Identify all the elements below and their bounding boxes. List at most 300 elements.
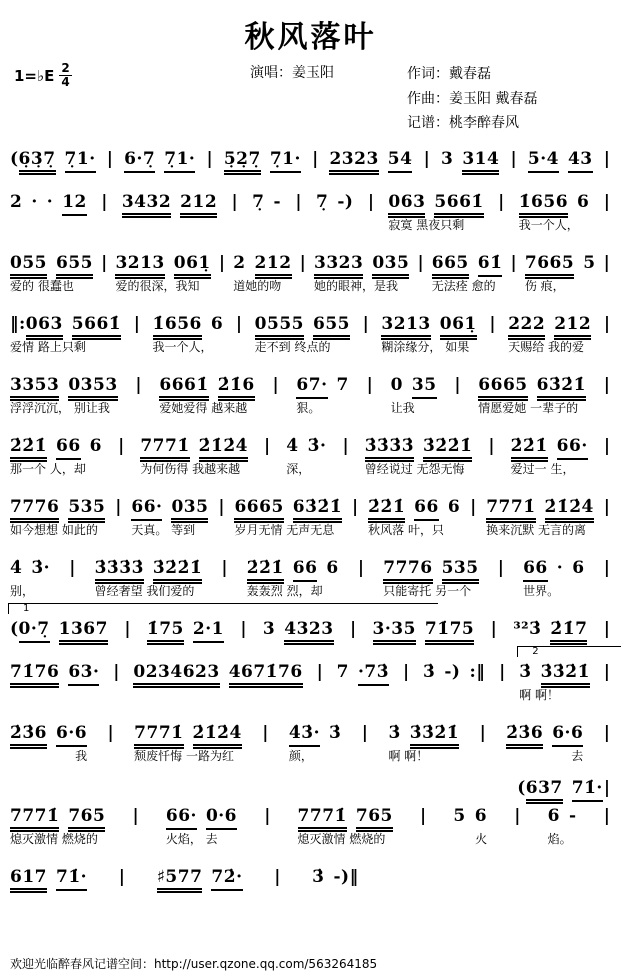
note-group — [10, 555, 22, 581]
note-digits: 5·4 — [528, 149, 559, 173]
note-digits: 6 — [547, 805, 560, 826]
lyric-text: 颓废忏悔 一路为红 — [134, 748, 234, 763]
measure — [381, 311, 476, 355]
note-group — [508, 311, 545, 337]
lyric-text: 爱的很深，我知 — [115, 278, 200, 293]
note-digits: 2̇1̇2̇4̇ — [545, 497, 594, 523]
note-digits: 6 — [474, 805, 488, 826]
note-group — [548, 803, 560, 829]
note-digits: 66 — [414, 497, 439, 521]
note-group — [519, 189, 568, 215]
notation-text — [391, 372, 437, 398]
footer-note: 欢迎光临醉春风记谱空间：http://user.qzone.qq.com/563264185 — [10, 957, 378, 971]
note-group — [252, 189, 264, 215]
lyric-text: 世界。 — [523, 583, 560, 598]
note-digits: 66· — [557, 436, 588, 460]
note-group — [211, 864, 242, 890]
note-group — [133, 659, 219, 685]
lyric-text: 爱情 路上只剩 — [10, 339, 86, 354]
note-group — [372, 250, 409, 276]
note-group — [147, 616, 184, 642]
notation-text — [234, 494, 342, 520]
note-digits: 7771̇ — [298, 806, 347, 832]
note-digits: 7̣ — [252, 191, 265, 212]
note-group — [153, 311, 202, 337]
note-digits: 66· — [166, 806, 197, 830]
note-digits: -)‖ — [333, 866, 359, 887]
key-label: 1=♭E — [14, 66, 55, 85]
measure — [166, 803, 237, 847]
note-group — [434, 189, 483, 215]
lyric-text: 走不到 终点的 — [254, 339, 331, 354]
notation-text — [337, 659, 389, 685]
note-digits: 71̇76 — [10, 662, 59, 688]
notation-text — [10, 372, 118, 398]
measure — [513, 616, 587, 642]
measure — [383, 555, 478, 599]
note-group — [284, 616, 333, 642]
note-group — [541, 659, 590, 685]
note-digits: 66 — [523, 558, 548, 582]
notation-text — [525, 250, 596, 276]
measure — [10, 433, 102, 477]
lyric-text: 啊 啊！ — [519, 687, 560, 702]
note-digits: 1̇656 — [153, 314, 202, 340]
note-group — [572, 555, 584, 581]
note-group — [293, 494, 342, 520]
barline: | — [133, 313, 140, 334]
measure — [286, 433, 326, 477]
notation-text — [10, 555, 50, 581]
note-digits: 035 — [171, 497, 208, 523]
note-digits: 3̇2̇2̇1̇ — [423, 436, 472, 462]
note-group — [255, 250, 292, 276]
notation-text — [134, 720, 242, 746]
notation-text — [523, 555, 584, 581]
measure — [252, 189, 281, 215]
notation-text — [508, 311, 591, 337]
note-group — [159, 372, 208, 398]
note-digits: 71̇· — [56, 867, 87, 891]
note-digits: 0·6 — [206, 806, 237, 830]
notation-text — [368, 494, 460, 520]
measure — [523, 555, 584, 599]
note-digits: 2̇3̇6 — [506, 723, 543, 749]
note-digits: - — [273, 191, 282, 212]
barline: | — [420, 805, 427, 826]
barline: | — [603, 557, 610, 578]
lyric-text: 狠。 — [296, 400, 321, 415]
barline: | — [603, 148, 610, 169]
notation-text — [10, 659, 99, 685]
note-digits: -) — [444, 661, 461, 682]
note-group — [333, 864, 358, 890]
lyric-text: 轰轰烈 烈，却 — [246, 583, 323, 598]
note-digits: 665 — [432, 253, 469, 279]
music-system — [10, 803, 611, 847]
note-group — [153, 555, 202, 581]
measure — [10, 803, 105, 847]
note-digits: 63· — [68, 662, 99, 686]
barline: | — [274, 866, 281, 887]
barline: | — [342, 435, 349, 456]
note-group — [365, 433, 414, 459]
note-digits: 1̇656 — [519, 192, 568, 218]
note-group — [337, 189, 353, 215]
barline: | — [240, 618, 247, 639]
lyric-text: 深， — [286, 461, 311, 476]
note-group — [410, 720, 459, 746]
notation-text — [166, 803, 237, 829]
note-group — [134, 720, 183, 746]
lyric-text: 如今想想 如此的 — [10, 522, 98, 537]
note-group — [68, 803, 105, 829]
note-digits: 6 — [577, 191, 590, 212]
measure — [153, 311, 224, 355]
note-group — [10, 494, 59, 520]
note-digits: · — [556, 557, 564, 578]
note-digits: 4̇ — [10, 557, 23, 578]
note-group — [412, 372, 437, 398]
note-group — [263, 616, 275, 642]
note-digits: 66 — [56, 436, 81, 460]
measure — [391, 372, 437, 416]
barline: | — [603, 661, 610, 682]
note-group — [247, 555, 284, 581]
notation-symbol: ‖: — [10, 313, 26, 334]
note-group — [381, 311, 430, 337]
note-group — [65, 146, 96, 172]
note-group — [229, 659, 303, 685]
barline: | — [312, 148, 319, 169]
note-digits: 3 — [262, 618, 276, 639]
measure — [388, 720, 459, 764]
notation-text — [10, 616, 108, 642]
lyric-text: 天真。 等到 — [131, 522, 196, 537]
note-group — [383, 555, 432, 581]
measure — [263, 616, 334, 642]
notation-symbol: :‖ — [469, 661, 486, 682]
notation-text — [10, 250, 93, 276]
barline: | — [221, 557, 228, 578]
notation-text — [147, 616, 224, 642]
note-group — [68, 372, 117, 398]
lyric-text: 只能寄托 另一个 — [383, 583, 472, 598]
notation-text — [10, 311, 121, 337]
note-digits: 3432 — [122, 192, 171, 218]
notation-text — [10, 720, 87, 746]
note-digits: 72̇· — [211, 867, 242, 891]
note-group — [554, 311, 591, 337]
barline: | — [231, 191, 238, 212]
note-group — [31, 189, 37, 215]
barline: | — [69, 557, 76, 578]
note-digits: 12 — [62, 192, 87, 216]
measure — [133, 659, 302, 685]
lyric-text: 爱的 很蠢也 — [10, 278, 74, 293]
note-digits: 7771̇ — [140, 436, 189, 462]
note-group — [62, 189, 87, 215]
note-digits: 2̇1̇6 — [218, 375, 255, 401]
note-group — [224, 146, 261, 172]
notation-text — [519, 189, 590, 215]
note-digits: 2323 — [329, 149, 378, 175]
note-digits: 7776 — [10, 497, 59, 523]
notation-text — [513, 616, 587, 642]
notation-text — [365, 433, 473, 459]
lyric-text: 熄灭激情 燃烧的 — [297, 831, 386, 846]
note-digits: 6665 — [478, 375, 527, 401]
notation-text — [298, 803, 393, 829]
notation-text — [383, 555, 478, 581]
notation-text — [432, 250, 503, 276]
note-group — [525, 250, 574, 276]
note-digits: 7771̇ — [10, 806, 59, 832]
lyric-text: 爱过一 生， — [510, 461, 575, 476]
barline: | — [107, 722, 114, 743]
note-digits: 71̇75 — [425, 619, 474, 645]
note-digits: 2̇1̇7 — [550, 619, 587, 645]
barline: | — [510, 252, 517, 273]
barline: | — [423, 148, 430, 169]
note-digits: 655 — [313, 314, 350, 340]
note-group — [462, 146, 499, 172]
note-digits: 3̇3̇3̇3̇ — [95, 558, 144, 584]
lyric-text: 换来沉默 无言的离 — [486, 522, 587, 537]
note-group — [206, 803, 237, 829]
barline: | — [316, 661, 323, 682]
note-digits: 4̇3̇· — [289, 723, 320, 747]
notation-text — [10, 433, 102, 459]
note-digits: 5661̇ — [434, 192, 483, 218]
note-digits: 6·6 — [56, 723, 87, 747]
note-digits: 66 — [293, 558, 318, 582]
note-digits: 3213 — [381, 314, 430, 340]
measure — [224, 146, 301, 172]
note-digits: 1367 — [59, 619, 108, 645]
notation-text — [296, 372, 348, 398]
lyric-text: 曾经奢望 我们爱的 — [94, 583, 195, 598]
notation-text — [10, 864, 87, 890]
note-group — [577, 189, 589, 215]
barline: | — [402, 661, 410, 682]
notation-symbol: ( — [517, 777, 526, 798]
song-title: 秋风落叶 — [244, 20, 377, 55]
note-digits: 6665 — [234, 497, 283, 523]
notation-text — [478, 372, 586, 398]
notation-text — [519, 659, 590, 685]
measure — [122, 189, 217, 215]
note-digits: 2̇2̇1̇ — [10, 436, 47, 462]
measure — [233, 250, 291, 294]
note-group — [10, 146, 56, 172]
note-digits: 3·35 — [373, 619, 416, 645]
barline: | — [264, 435, 271, 456]
note-digits: 3̇· — [307, 435, 327, 456]
measure — [157, 864, 243, 890]
note-group — [388, 189, 425, 215]
note-group — [528, 146, 559, 172]
note-group — [513, 616, 541, 642]
notation-text — [247, 555, 339, 581]
note-group — [218, 372, 255, 398]
volta-bracket: 2 — [517, 646, 621, 657]
measure — [134, 720, 242, 764]
lyricist-credit: 作词：戴春磊 — [407, 66, 491, 82]
music-system — [10, 433, 611, 477]
composer-credit: 作曲：姜玉阳 戴春磊 — [407, 90, 538, 107]
lyric-text: 我 — [75, 748, 88, 763]
lyric-text: 啊 啊！ — [388, 748, 429, 763]
notation-text — [381, 311, 476, 337]
barline: | — [264, 805, 271, 826]
barline: | — [488, 435, 495, 456]
lyric-text: 她的眼神，是我 — [313, 278, 398, 293]
barline: | — [295, 191, 302, 212]
note-group — [312, 864, 324, 890]
measure — [453, 803, 487, 847]
lyric-text: 糊涂缘分， 如果 — [381, 339, 470, 354]
note-group — [388, 146, 413, 172]
note-group — [68, 494, 105, 520]
measure — [115, 250, 210, 294]
lyric-text: 爱她爱得 越来越 — [159, 400, 248, 415]
note-group — [255, 311, 304, 337]
note-digits: 2̇3̇6 — [10, 723, 47, 749]
measure — [373, 616, 475, 642]
barline: | — [454, 374, 461, 395]
barline: | — [603, 805, 610, 826]
note-group — [358, 659, 389, 685]
barline: | — [352, 496, 359, 517]
notation-text — [133, 659, 302, 685]
measure — [10, 311, 121, 355]
notation-text — [289, 720, 341, 746]
note-digits: 3̇3̇2̇1̇ — [410, 723, 459, 749]
note-digits: 0234623 — [133, 662, 219, 688]
note-digits: 5 — [453, 805, 466, 826]
note-group — [337, 659, 349, 685]
lyric-text: 让我 — [390, 400, 415, 415]
notation-text — [441, 146, 499, 172]
note-digits: 765 — [356, 806, 393, 832]
lyric-text: 火焰， 去 — [165, 831, 218, 846]
barline: | — [499, 661, 506, 682]
barline: | — [357, 557, 365, 578]
note-group — [444, 659, 460, 685]
header-meta — [0, 58, 621, 136]
note-digits: 222 — [508, 314, 545, 340]
note-group — [506, 720, 543, 746]
note-group — [289, 720, 320, 746]
note-group — [10, 720, 47, 746]
measure — [441, 146, 499, 172]
note-digits: 4323 — [284, 619, 333, 645]
music-system — [461, 775, 611, 801]
barline: | — [106, 148, 113, 169]
barline: | — [118, 866, 125, 887]
note-group — [326, 555, 338, 581]
measure — [131, 494, 208, 538]
note-group — [550, 616, 587, 642]
measure — [124, 146, 195, 172]
music-system — [10, 494, 611, 538]
barline: | — [113, 661, 120, 682]
note-group — [469, 659, 485, 685]
note-group — [164, 146, 195, 172]
note-group — [140, 433, 189, 459]
note-group — [233, 250, 245, 276]
note-digits: 3̇· — [31, 557, 51, 578]
note-group — [423, 659, 435, 685]
notation-text — [157, 864, 243, 890]
note-group — [166, 803, 197, 829]
notation-text — [506, 720, 583, 746]
measure — [519, 645, 590, 703]
note-group — [519, 659, 531, 685]
measure — [10, 720, 87, 764]
measure — [528, 146, 593, 172]
notation-text — [224, 146, 301, 172]
credits-block — [407, 62, 607, 136]
barline: | — [603, 374, 610, 395]
note-group — [10, 616, 50, 642]
note-digits: 4̇ — [286, 435, 299, 456]
note-digits: 212 — [255, 253, 292, 279]
notation-text — [263, 616, 334, 642]
notation-text — [233, 250, 291, 276]
measure — [432, 250, 503, 294]
barline: | — [132, 805, 139, 826]
note-digits: 7̣ — [316, 191, 329, 212]
measure — [337, 659, 389, 685]
note-digits: 061̣ — [174, 253, 211, 279]
note-group — [425, 616, 474, 642]
lyric-text: 岁月无情 无声无息 — [234, 522, 335, 537]
note-group — [10, 864, 47, 890]
note-digits: 7 — [336, 661, 349, 682]
measure — [247, 555, 339, 599]
lyric-text: 颜， — [288, 748, 313, 763]
barline: | — [118, 435, 125, 456]
measure — [10, 189, 87, 215]
barline: | — [218, 496, 225, 517]
notation-text — [252, 189, 281, 215]
note-digits: 67· — [296, 375, 327, 399]
measure — [10, 555, 50, 599]
notation-text — [316, 189, 353, 215]
note-group — [180, 189, 217, 215]
measure — [365, 433, 473, 477]
note-digits: 7̣1· — [164, 149, 195, 173]
meter-denominator: 4 — [61, 75, 70, 90]
note-digits: 3̇2̇2̇1̇ — [153, 558, 202, 584]
measure — [316, 189, 353, 215]
note-group — [10, 372, 59, 398]
lyric-text: 曾经说过 无怨无悔 — [364, 461, 465, 476]
note-digits: 2̇1̇2̇4̇ — [193, 723, 242, 749]
notation-text — [10, 803, 105, 829]
measure — [519, 189, 590, 233]
barline: | — [498, 191, 505, 212]
music-system — [10, 250, 611, 294]
measure — [10, 659, 99, 685]
note-group — [442, 555, 479, 581]
barline: | — [603, 722, 610, 743]
note-group — [115, 250, 164, 276]
note-digits: 212 — [554, 314, 591, 340]
note-digits: 3 — [440, 148, 454, 169]
